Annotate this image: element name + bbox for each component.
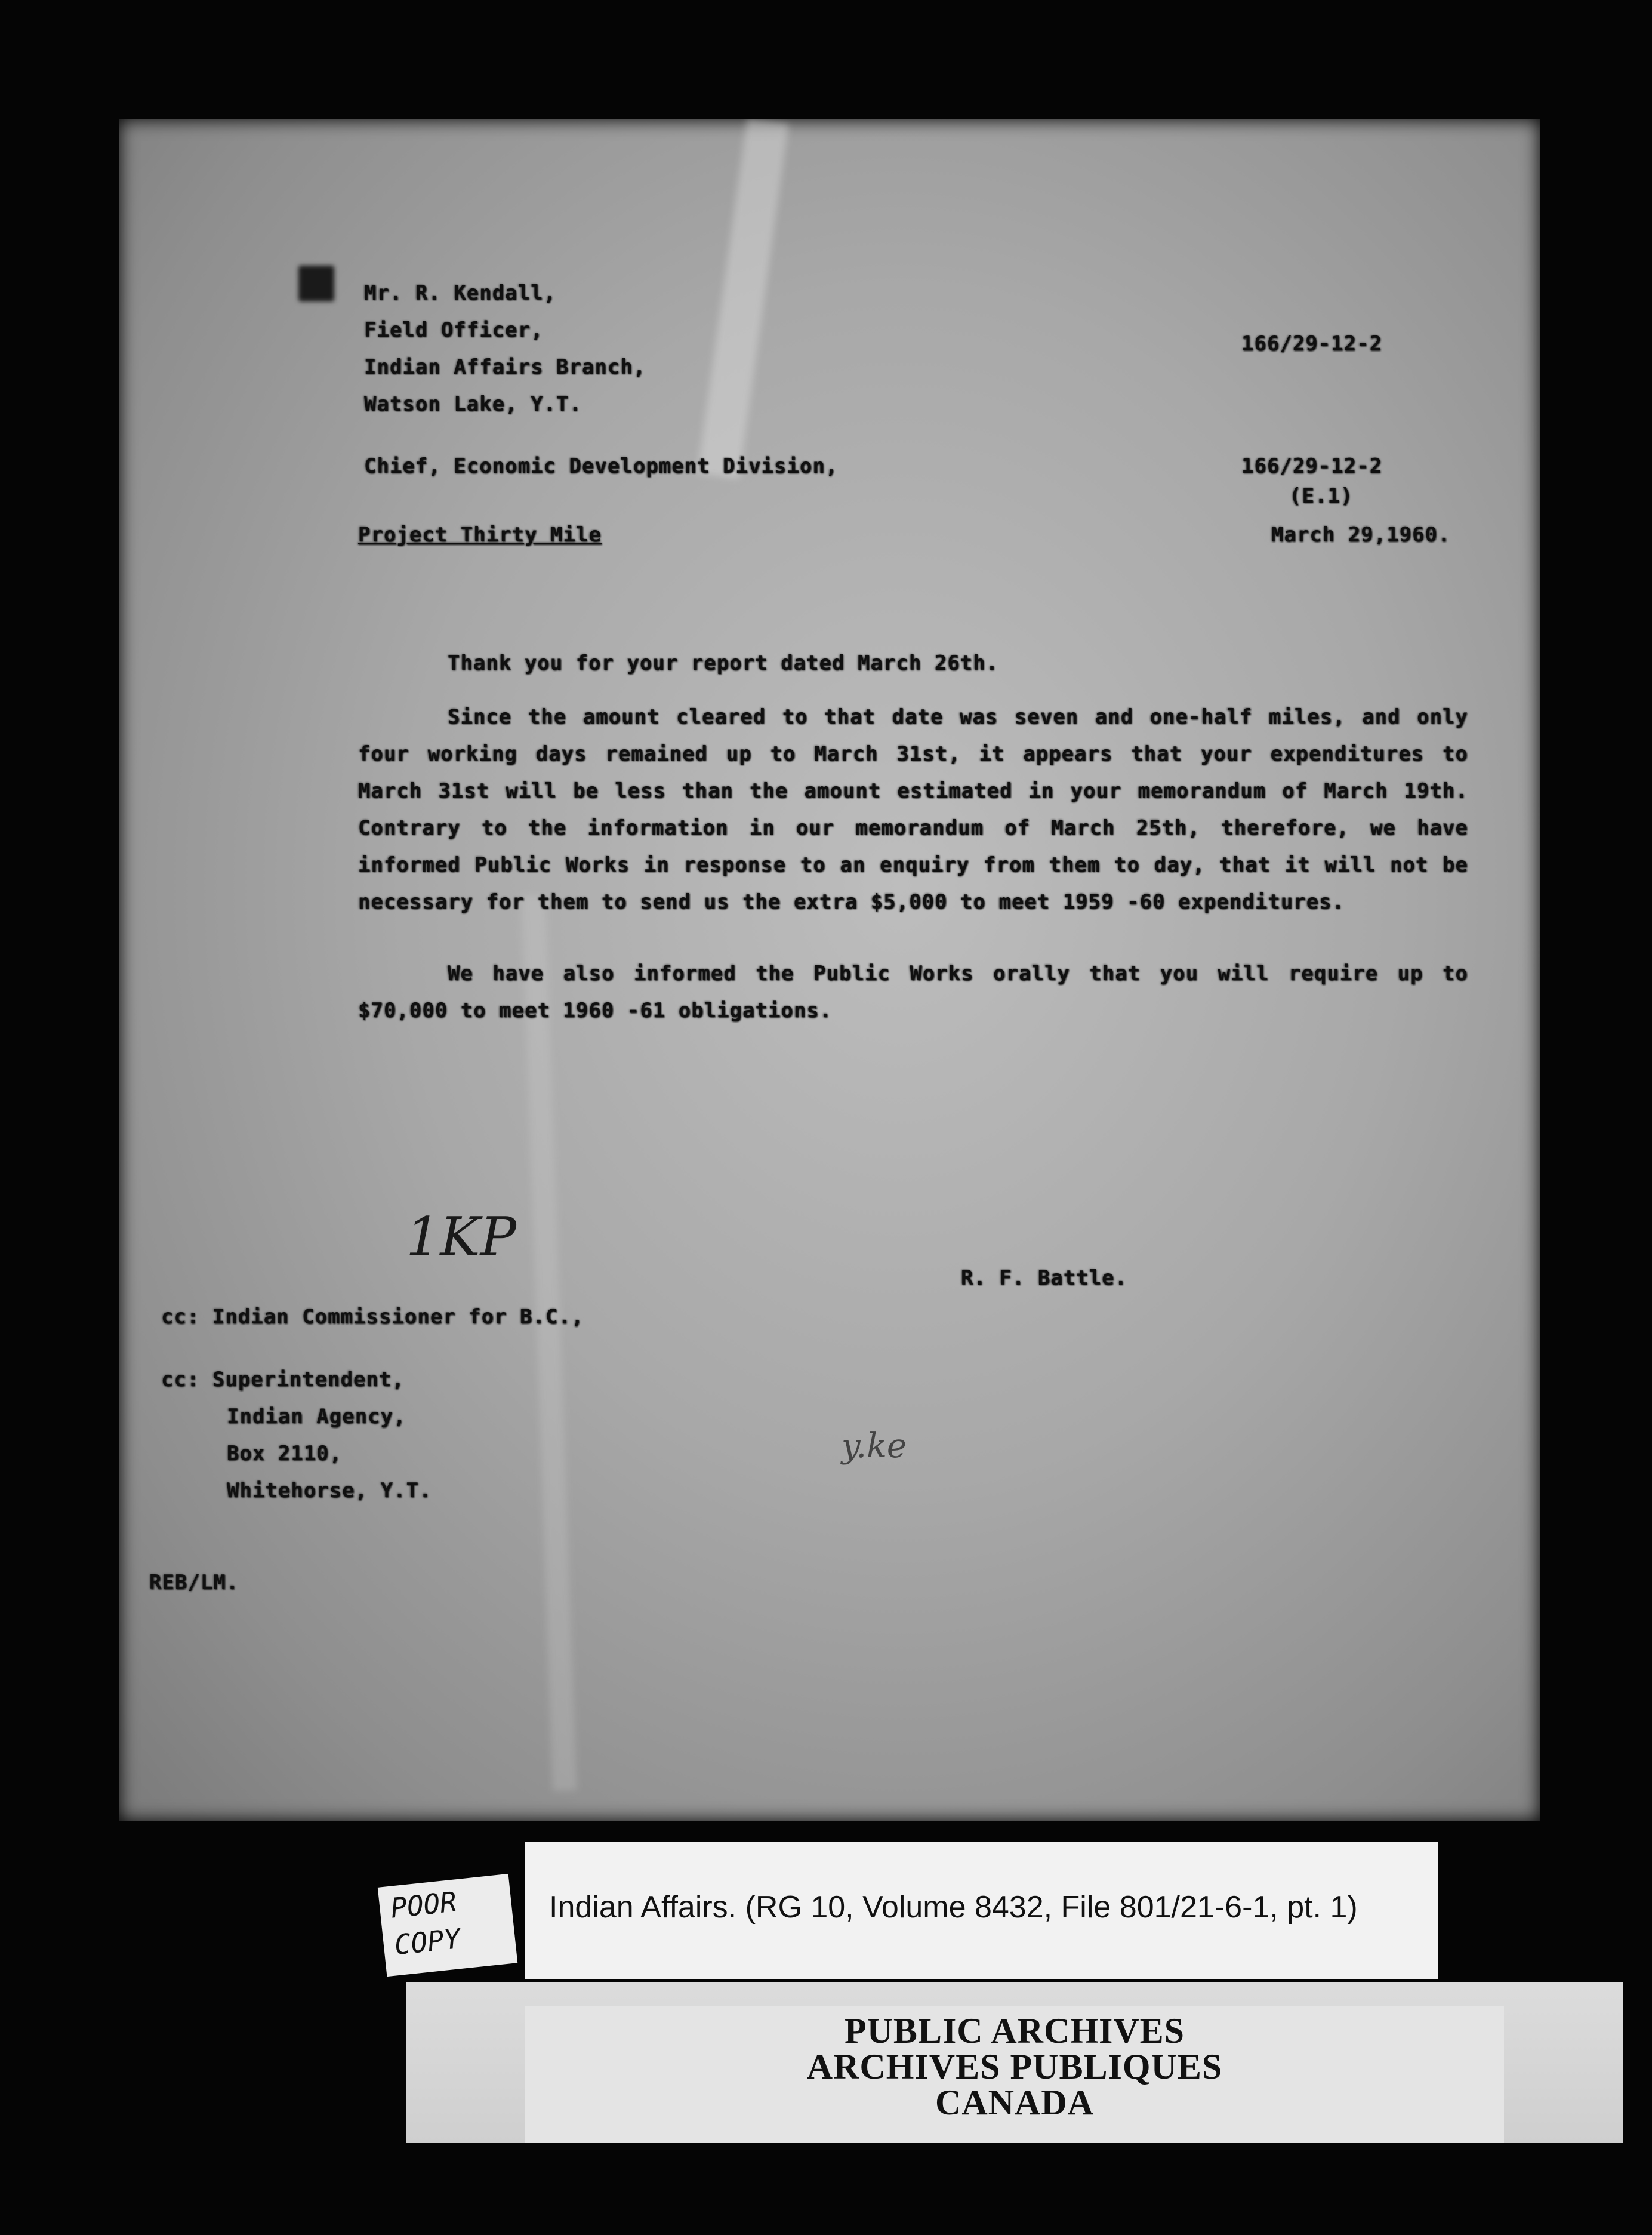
letter-page xyxy=(119,119,1540,1821)
archives-stamp-inner xyxy=(525,2006,1504,2143)
file-reference-2: 166/29-12-2 xyxy=(1241,454,1383,478)
typist-initials: REB/LM. xyxy=(149,1571,239,1594)
archives-stamp xyxy=(406,1982,1623,2143)
archive-reference-label xyxy=(525,1842,1438,1979)
subject-line: Project Thirty Mile xyxy=(358,523,602,547)
handwritten-mark: y.ke xyxy=(842,1427,907,1466)
file-reference: 166/29-12-2 xyxy=(1241,332,1383,356)
punch-hole-mark xyxy=(298,266,334,301)
archive-reference-text: Indian Affairs. (RG 10, Volume 8432, File 801/21-6-1, pt. 1) xyxy=(549,1890,1358,1925)
paragraph-1: Thank you for your report dated March 26th. xyxy=(448,651,999,675)
cc-agency: Indian Agency, xyxy=(227,1405,406,1429)
poor-copy-line-1: POOR xyxy=(389,1885,458,1925)
addressee-line-2: Field Officer, xyxy=(364,318,544,342)
cc-city: Whitehorse, Y.T. xyxy=(227,1479,432,1503)
addressee-line-3: Indian Affairs Branch, xyxy=(364,355,646,379)
letter-date: March 29,1960. xyxy=(1271,523,1451,547)
file-reference-2-sub: (E.1) xyxy=(1289,484,1354,508)
cc-superintendent: cc: Superintendent, xyxy=(161,1368,405,1392)
handwritten-initials: 1KP xyxy=(406,1206,517,1269)
paragraph-3: We have also informed the Public Works orally that you will require up to $70,000 to meet 1960 -61 obligations. xyxy=(358,962,1468,1023)
addressee-line-4: Watson Lake, Y.T. xyxy=(364,392,582,416)
signature-block: R. F. Battle. xyxy=(961,1266,1128,1290)
poor-copy-tag xyxy=(378,1874,517,1977)
cc-indian-commissioner: cc: Indian Commissioner for B.C., xyxy=(161,1305,584,1329)
paragraph-2: Since the amount cleared to that date was seven and one-half miles, and only four working days remained up to March 31st, it appears that your expenditures to March 31st will be less than the amount estimated in your memorandum of March 19th. Contrary to the information in our memorandum of March 25th, therefore, we have informed Public Works in response to an enquiry from them to day, that it will not be necessary for them to send us the extra $5,000 to meet 1959 -60 expenditures. xyxy=(358,705,1468,914)
stamp-line-2: ARCHIVES PUBLIQUES xyxy=(806,2047,1223,2086)
cc-box: Box 2110, xyxy=(227,1442,343,1466)
stamp-line-3: CANADA xyxy=(935,2083,1094,2122)
addressee-line-1: Mr. R. Kendall, xyxy=(364,281,557,305)
sender-line: Chief, Economic Development Division, xyxy=(364,454,839,478)
stamp-line-1: PUBLIC ARCHIVES xyxy=(844,2011,1185,2051)
paper-crease xyxy=(698,119,789,479)
poor-copy-line-2: COPY xyxy=(393,1922,463,1962)
paper-crease xyxy=(522,895,577,1791)
